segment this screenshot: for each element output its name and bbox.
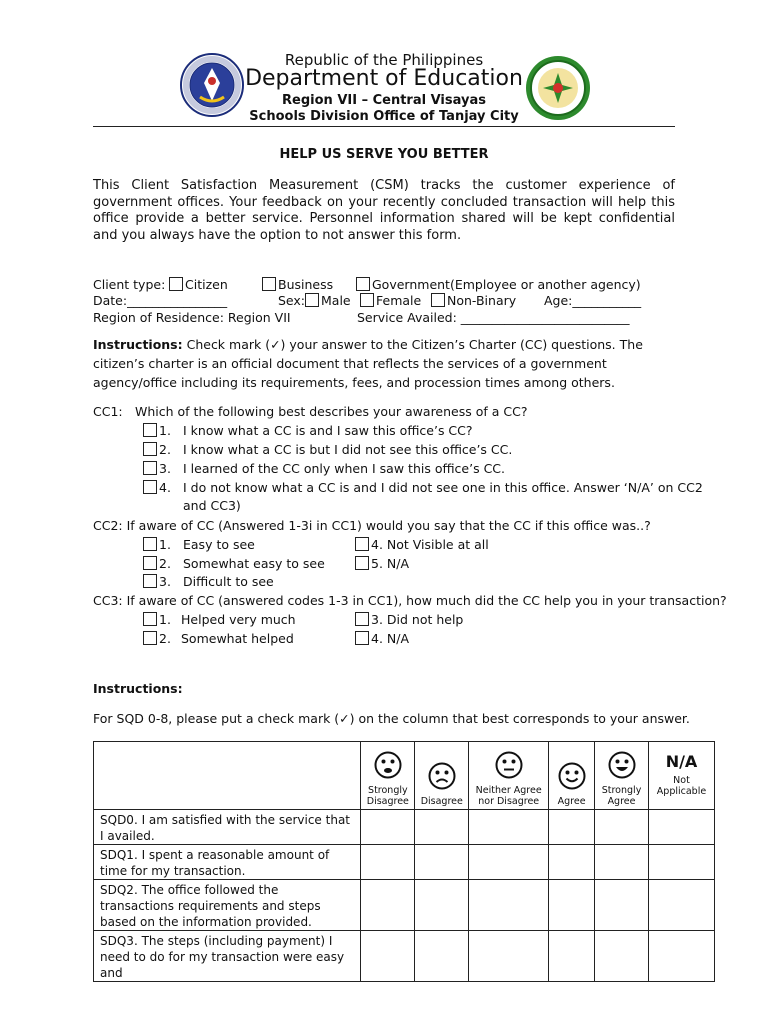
sqd-question: SDQ1. I spent a reasonable amount of time for my transaction. xyxy=(94,845,361,880)
rating-cell[interactable] xyxy=(361,845,415,880)
checkbox[interactable] xyxy=(356,277,370,291)
age-field[interactable]: Age:___________ xyxy=(544,293,642,308)
checkbox[interactable] xyxy=(355,612,369,626)
cc3-option-2-text: Somewhat helped xyxy=(181,631,294,646)
region-of-residence: Region of Residence: Region VII xyxy=(93,310,291,325)
checkbox[interactable] xyxy=(305,293,319,307)
cc2-option-2-text: Somewhat easy to see xyxy=(183,556,325,571)
table-row xyxy=(94,931,715,982)
cc2-option-3-text: Difficult to see xyxy=(183,574,274,589)
cc3-option-1[interactable]: 1. xyxy=(143,612,171,627)
form-title: HELP US SERVE YOU BETTER xyxy=(279,147,489,162)
cc1-option-2-text: I know what a CC is but I did not see this office’s CC. xyxy=(183,442,513,457)
rating-cell[interactable] xyxy=(649,810,715,845)
sex-male[interactable]: Male xyxy=(305,293,351,308)
intro-paragraph: This Client Satisfaction Measurement (CSM) tracks the customer experience of government offices. Your feedback on your recently concluded transaction will help this office provide a better service. Personnel information shared will be kept confidential and you always have the option to not answer this form. xyxy=(93,178,675,243)
cc2-option-1[interactable]: 1. xyxy=(143,537,171,552)
checkbox[interactable] xyxy=(143,612,157,626)
col-not-applicable: N/A Not Applicable xyxy=(649,742,715,810)
smile-face-icon xyxy=(558,762,586,790)
rating-cell[interactable] xyxy=(649,931,715,982)
rating-cell[interactable] xyxy=(361,880,415,931)
checkbox[interactable] xyxy=(143,442,157,456)
sqd-rating-table xyxy=(93,741,715,982)
client-type-government[interactable]: Government(Employee or another agency) xyxy=(356,277,641,292)
checkbox[interactable] xyxy=(143,461,157,475)
sex-female[interactable]: Female xyxy=(360,293,421,308)
col-strongly-disagree: Strongly Disagree xyxy=(361,742,415,810)
col-strongly-agree: Strongly Agree xyxy=(595,742,649,810)
question-header xyxy=(94,742,361,810)
cc2-option-3[interactable]: 3. xyxy=(143,574,171,589)
checkbox[interactable] xyxy=(355,631,369,645)
sex-label: Sex: xyxy=(278,293,306,308)
sqd-question: SQD0. I am satisfied with the service that I availed. xyxy=(94,810,361,845)
neutral-face-icon xyxy=(495,751,523,779)
cc1-option-4-text: I do not know what a CC is and I did not see one in this office. Answer ‘N/A’ on CC2 xyxy=(183,480,703,495)
cc3-option-1-text: Helped very much xyxy=(181,612,296,627)
rating-cell[interactable] xyxy=(595,880,649,931)
rating-cell[interactable] xyxy=(415,880,469,931)
cc1-option-4[interactable]: 4. xyxy=(143,480,171,495)
sqd-question: SDQ2. The office followed the transactions requirements and steps based on the information provided. xyxy=(94,880,361,931)
cc3-option-3[interactable]: 3. Did not help xyxy=(355,612,463,627)
cc2-option-1-text: Easy to see xyxy=(183,537,255,552)
sad-face-icon xyxy=(428,762,456,790)
rating-cell[interactable] xyxy=(549,845,595,880)
cc1-question: Which of the following best describes your awareness of a CC? xyxy=(135,404,528,419)
checkbox[interactable] xyxy=(431,293,445,307)
checkbox[interactable] xyxy=(143,537,157,551)
rating-cell[interactable] xyxy=(361,810,415,845)
rating-cell[interactable] xyxy=(469,880,549,931)
checkbox[interactable] xyxy=(143,556,157,570)
checkbox[interactable] xyxy=(143,480,157,494)
cc1-option-2[interactable]: 2. xyxy=(143,442,171,457)
cc1-option-1[interactable]: 1. xyxy=(143,423,171,438)
very-sad-face-icon xyxy=(374,751,402,779)
table-row xyxy=(94,810,715,845)
col-disagree: Disagree xyxy=(415,742,469,810)
checkbox[interactable] xyxy=(355,556,369,570)
rating-cell[interactable] xyxy=(649,880,715,931)
header-department: Department of Education xyxy=(245,66,523,91)
cc1-option-3[interactable]: 3. xyxy=(143,461,171,476)
rating-cell[interactable] xyxy=(649,845,715,880)
cc1-label: CC1: xyxy=(93,404,123,419)
cc3-question: CC3: If aware of CC (answered codes 1-3 in CC1), how much did the CC help you in your transaction? xyxy=(93,593,727,608)
client-type-citizen[interactable]: Citizen xyxy=(169,277,228,292)
header-division: Schools Division Office of Tanjay City xyxy=(249,109,519,124)
client-type-business[interactable]: Business xyxy=(262,277,333,292)
cc-instructions: Instructions: Check mark (✓) your answer to the Citizen’s Charter (CC) questions. The citizen’s charter is an official document that reflects the services of a government agency/office including its requirements, fees, and procession times among others. xyxy=(93,337,643,390)
rating-cell[interactable] xyxy=(415,931,469,982)
rating-cell[interactable] xyxy=(469,931,549,982)
cc2-question: CC2: If aware of CC (Answered 1-3i in CC1) would you say that the CC if this office was..? xyxy=(93,518,651,533)
checkbox[interactable] xyxy=(262,277,276,291)
service-availed-field[interactable]: Service Availed: ___________________________ xyxy=(357,310,630,325)
table-row xyxy=(94,845,715,880)
rating-cell[interactable] xyxy=(595,810,649,845)
checkbox[interactable] xyxy=(355,537,369,551)
sqd-question: SDQ3. The steps (including payment) I need to do for my transaction were easy and xyxy=(94,931,361,982)
checkbox[interactable] xyxy=(169,277,183,291)
sex-nonbinary[interactable]: Non-Binary xyxy=(431,293,516,308)
date-field[interactable]: Date:________________ xyxy=(93,293,228,308)
rating-cell[interactable] xyxy=(469,810,549,845)
header-divider xyxy=(93,126,675,127)
rating-cell[interactable] xyxy=(549,931,595,982)
cc2-option-5[interactable]: 5. N/A xyxy=(355,556,409,571)
client-type-label: Client type: xyxy=(93,277,166,292)
rating-cell[interactable] xyxy=(469,845,549,880)
rating-cell[interactable] xyxy=(549,880,595,931)
cc1-option-4-text-cont: and CC3) xyxy=(183,498,241,513)
col-agree: Agree xyxy=(549,742,595,810)
rating-cell[interactable] xyxy=(415,845,469,880)
cc2-option-2[interactable]: 2. xyxy=(143,556,171,571)
checkbox[interactable] xyxy=(360,293,374,307)
rating-cell[interactable] xyxy=(595,845,649,880)
cc1-option-3-text: I learned of the CC only when I saw this office’s CC. xyxy=(183,461,506,476)
rating-cell[interactable] xyxy=(361,931,415,982)
checkbox[interactable] xyxy=(143,423,157,437)
sqd-instructions-label: Instructions: xyxy=(93,681,183,696)
rating-cell[interactable] xyxy=(415,810,469,845)
very-happy-face-icon xyxy=(608,751,636,779)
checkbox[interactable] xyxy=(143,631,157,645)
sqd-instructions-text: For SQD 0-8, please put a check mark (✓) on the column that best corresponds to your answer. xyxy=(93,711,690,726)
col-neutral: Neither Agree nor Disagree xyxy=(469,742,549,810)
cc1-option-1-text: I know what a CC is and I saw this office’s CC? xyxy=(183,423,473,438)
cc2-option-4[interactable]: 4. Not Visible at all xyxy=(355,537,489,552)
cc3-option-2[interactable]: 2. xyxy=(143,631,171,646)
rating-cell[interactable] xyxy=(595,931,649,982)
header-republic: Republic of the Philippines xyxy=(284,51,484,69)
table-header-row xyxy=(94,742,715,810)
cc3-option-4[interactable]: 4. N/A xyxy=(355,631,409,646)
rating-cell[interactable] xyxy=(549,810,595,845)
header-region: Region VII – Central Visayas xyxy=(282,93,486,108)
checkbox[interactable] xyxy=(143,574,157,588)
table-row xyxy=(94,880,715,931)
